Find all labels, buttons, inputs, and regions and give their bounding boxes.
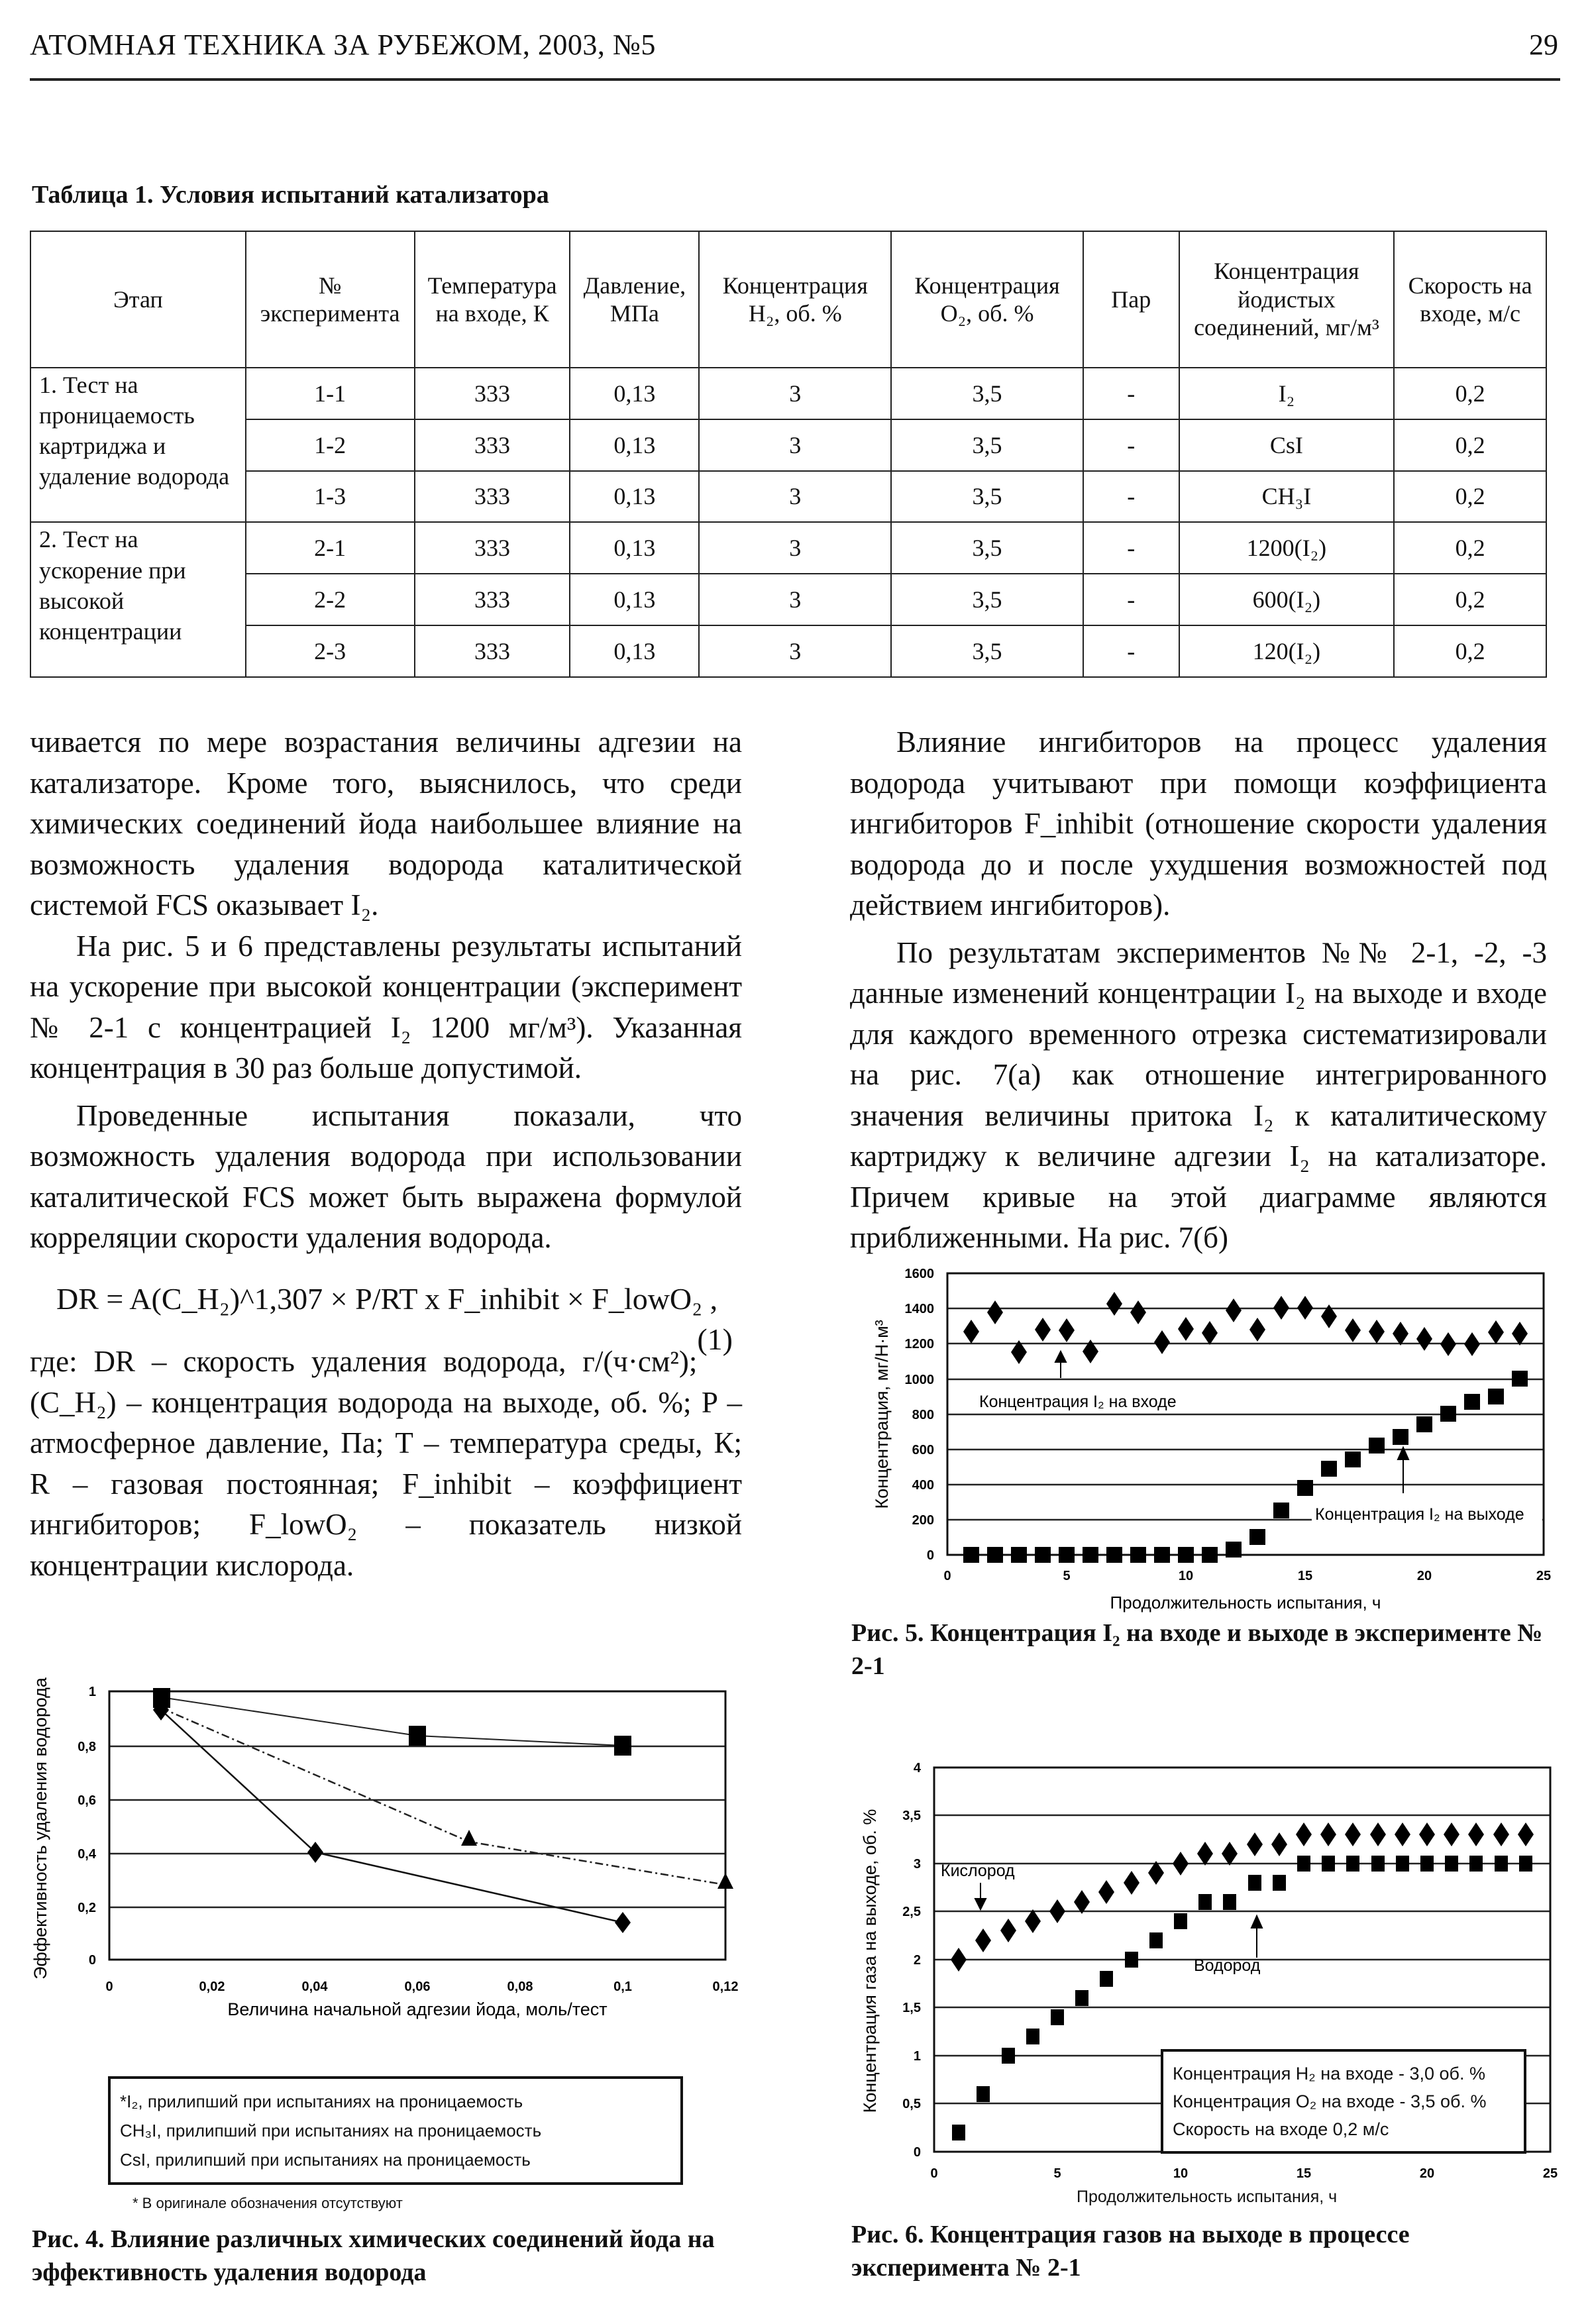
arrow-icon <box>1251 1916 1262 1958</box>
fig5-annotation-outlet: Концентрация I₂ на выходе <box>1315 1505 1524 1524</box>
fig6-annotation-oxygen: Кислород <box>941 1862 1015 1880</box>
cell: 0,13 <box>570 368 699 419</box>
cell: 333 <box>415 625 570 677</box>
cell: - <box>1083 574 1179 625</box>
fig4-series-i2 <box>153 1699 631 1933</box>
cell: 0,2 <box>1394 574 1546 625</box>
paragraph: чивается по мере возрастания величины адгезии на катализаторе. Кроме того, выяснилось, что среди химических соединений йода наибольшее влияние на возможность удаления водорода каталитической системой FCS оказывает I₂. <box>30 725 742 922</box>
svg-text:0,02: 0,02 <box>199 1980 225 1994</box>
cell: 333 <box>415 522 570 574</box>
paragraph: По результатам экспериментов №№ 2-1, -2, -3 данные изменений концентрации I₂ на выходе и входе для каждого временного отрезка систематизировали на рис. 7(а) как отношение интегрированного значения величины притока I₂ к каталитическому картриджу к величине адгезии I₂ на катализаторе. Причем кривые на этой диаграмме являются приближенными. На рис. 7(б) <box>850 935 1547 1254</box>
cell: 0,13 <box>570 419 699 471</box>
svg-text:1400: 1400 <box>904 1302 934 1316</box>
cell: CsI <box>1179 419 1395 471</box>
svg-text:25: 25 <box>1536 1569 1552 1583</box>
cell: 0,13 <box>570 471 699 523</box>
col-header: Этап <box>30 231 246 368</box>
svg-text:0,6: 0,6 <box>78 1793 96 1808</box>
svg-text:3,5: 3,5 <box>902 1809 921 1823</box>
svg-text:1000: 1000 <box>904 1373 934 1387</box>
svg-text:0,08: 0,08 <box>507 1980 533 1994</box>
cell: 3 <box>699 419 891 471</box>
table-row <box>30 368 1546 419</box>
paragraph: Проведенные испытания показали, что возможность удаления водорода при использовании каталитической FCS может быть выражена формулой корреляции скорости удаления водорода. <box>30 1098 742 1254</box>
cell: 120(I₂) <box>1179 625 1395 677</box>
fig5-series-inlet <box>963 1292 1528 1364</box>
svg-text:0,04: 0,04 <box>301 1980 328 1994</box>
svg-text:200: 200 <box>912 1513 934 1528</box>
fig4-caption: Рис. 4. Влияние различных химических соединений йода на эффективность удаления водорода <box>32 2225 715 2286</box>
cell: 0,2 <box>1394 522 1546 574</box>
legend-item: Скорость на входе 0,2 м/с <box>1173 2119 1389 2139</box>
fig6-y-ticks <box>902 1761 922 2160</box>
svg-text:1600: 1600 <box>904 1267 934 1281</box>
svg-text:10: 10 <box>1178 1569 1194 1583</box>
svg-text:0,4: 0,4 <box>78 1847 96 1862</box>
svg-text:0: 0 <box>930 2166 938 2181</box>
legend-item: Концентрация O₂ на входе - 3,5 об. % <box>1173 2091 1487 2111</box>
cell: 2-3 <box>246 625 415 677</box>
fig6-x-axis-label: Продолжительность испытания, ч <box>1077 2188 1338 2206</box>
cell: 0,2 <box>1394 419 1546 471</box>
cell: 1-1 <box>246 368 415 419</box>
svg-text:0,2: 0,2 <box>78 1901 96 1915</box>
fig5-x-axis-label: Продолжительность испытания, ч <box>1110 1593 1381 1612</box>
fig4-x-ticks <box>105 1980 738 1994</box>
fig5-chart <box>848 1245 1564 1616</box>
svg-text:0: 0 <box>926 1548 934 1563</box>
conditions-table <box>30 231 1547 678</box>
legend-item: CH₃I, прилипший при испытаниях на проницаемость <box>120 2121 542 2140</box>
cell: 3,5 <box>891 368 1083 419</box>
col-header: Пар <box>1083 231 1179 368</box>
fig5-x-ticks <box>943 1569 1551 1583</box>
fig6-annotation-hydrogen: Водород <box>1194 1956 1261 1975</box>
cell: 333 <box>415 574 570 625</box>
cell: 0,2 <box>1394 625 1546 677</box>
cell: 0,2 <box>1394 368 1546 419</box>
table-title: Таблица 1. Условия испытаний катализатора <box>32 181 549 209</box>
cell: 0,13 <box>570 625 699 677</box>
fig4-series-ch3i <box>461 1830 733 1889</box>
cell: 1200(I₂) <box>1179 522 1395 574</box>
cell: 3,5 <box>891 625 1083 677</box>
svg-text:5: 5 <box>1053 2166 1061 2181</box>
svg-text:20: 20 <box>1419 2166 1435 2181</box>
cell: - <box>1083 625 1179 677</box>
arrow-icon <box>975 1883 986 1909</box>
legend-item: Концентрация H₂ на входе - 3,0 об. % <box>1173 2064 1485 2084</box>
cell: 333 <box>415 419 570 471</box>
formula-1 <box>30 1279 742 1356</box>
cell: 2-1 <box>246 522 415 574</box>
paragraph: На рис. 5 и 6 представлены результаты испытаний на ускорение при высокой концентрации (эксперимент № 2-1 с концентрацией I₂ 1200 мг/м³). Указанная концентрация в 30 раз больше допустимой. <box>30 929 742 1084</box>
fig4-legend <box>108 2076 683 2185</box>
svg-text:3: 3 <box>913 1857 921 1872</box>
paragraph: Влияние ингибиторов на процесс удаления водорода учитывают при помощи коэффициента ингибиторов F_inhibit (отношение скорости удаления водорода до и после ухудшения возможностей под действием ингибиторов). <box>850 725 1547 922</box>
table-row <box>30 522 1546 574</box>
col-header: Скорость на входе, м/с <box>1394 231 1546 368</box>
svg-text:2,5: 2,5 <box>902 1905 921 1919</box>
fig4-line-csi <box>161 1697 623 1746</box>
svg-text:4: 4 <box>913 1761 921 1775</box>
svg-text:0: 0 <box>913 2145 921 2160</box>
running-title: АТОМНАЯ ТЕХНИКА ЗА РУБЕЖОМ, 2003, №5 <box>30 28 656 61</box>
col-header: Температура на входе, К <box>415 231 570 368</box>
fig4-line-ch3i <box>161 1708 725 1885</box>
svg-text:0: 0 <box>943 1569 951 1583</box>
cell: CH₃I <box>1179 471 1395 523</box>
fig6-caption: Рис. 6. Концентрация газов на выходе в процессе эксперимента № 2-1 <box>851 2221 1410 2282</box>
cell: 1-3 <box>246 471 415 523</box>
formula-number: (1) <box>697 1322 733 1356</box>
svg-text:15: 15 <box>1297 1569 1313 1583</box>
fig5-annotation-inlet: Концентрация I₂ на входе <box>979 1393 1177 1411</box>
svg-text:20: 20 <box>1416 1569 1432 1583</box>
svg-text:0: 0 <box>88 1953 96 1968</box>
cell: 3 <box>699 368 891 419</box>
svg-text:25: 25 <box>1542 2166 1558 2181</box>
cell: 333 <box>415 368 570 419</box>
cell: I₂ <box>1179 368 1395 419</box>
arrow-icon <box>1398 1448 1408 1493</box>
cell: 3,5 <box>891 471 1083 523</box>
stage-cell: 1. Тест на проницаемость картриджа и удаление водорода <box>30 368 246 522</box>
svg-text:1: 1 <box>88 1685 96 1699</box>
fig4-series-csi <box>153 1688 631 1756</box>
page-number: 29 <box>1529 28 1558 61</box>
svg-text:10: 10 <box>1173 2166 1189 2181</box>
fig6-y-axis-label: Концентрация газа на выходе, об. % <box>860 1809 880 2113</box>
cell: 3,5 <box>891 419 1083 471</box>
cell: 3 <box>699 574 891 625</box>
svg-text:600: 600 <box>912 1443 934 1457</box>
table-row <box>30 471 1546 523</box>
table-row <box>30 625 1546 677</box>
right-text-column <box>850 722 1547 1259</box>
fig4-footnote: * В оригинале обозначения отсутствуют <box>132 2195 403 2211</box>
svg-text:0,1: 0,1 <box>613 1980 632 1994</box>
col-header: Концентрация йодистых соединений, мг/м³ <box>1179 231 1395 368</box>
cell: 3 <box>699 471 891 523</box>
svg-text:15: 15 <box>1296 2166 1312 2181</box>
svg-text:400: 400 <box>912 1478 934 1493</box>
col-header: № эксперимента <box>246 231 415 368</box>
fig5-y-axis-label: Концентрация, мг/Н·м³ <box>872 1320 892 1509</box>
cell: - <box>1083 419 1179 471</box>
table-row <box>30 419 1546 471</box>
cell: 0,2 <box>1394 471 1546 523</box>
header-rule <box>30 78 1560 81</box>
cell: - <box>1083 368 1179 419</box>
cell: 0,13 <box>570 522 699 574</box>
paragraph: где: DR – скорость удаления водорода, г/(ч·см²); (C_H₂) – концентрация водорода на выходе, об. %; P – атмосферное давление, Па; T – температура среды, К; R – газовая постоянная; F_inhibit – коэффициент ингибиторов; F_lowO₂ – показатель низкой концентрации кислорода. <box>30 1345 742 1582</box>
svg-text:1,5: 1,5 <box>902 2001 921 2015</box>
svg-text:0,8: 0,8 <box>78 1740 96 1754</box>
arrow-icon <box>1055 1351 1066 1378</box>
cell: - <box>1083 522 1179 574</box>
cell: 3 <box>699 625 891 677</box>
fig4-y-ticks <box>78 1685 97 1968</box>
col-header: Концентрация H₂, об. % <box>699 231 891 368</box>
legend-item: *I₂, прилипший при испытаниях на проницаемость <box>120 2091 523 2111</box>
cell: - <box>1083 471 1179 523</box>
cell: 3,5 <box>891 574 1083 625</box>
formula-expression: DR = A(C_H₂)^1,307 × P/RT x F_inhibit × F_lowO₂ , <box>56 1281 718 1316</box>
fig6-legend <box>1161 2049 1526 2154</box>
fig6-x-ticks <box>930 2166 1558 2181</box>
cell: 1-2 <box>246 419 415 471</box>
col-header: Давление, МПа <box>570 231 699 368</box>
table-row <box>30 574 1546 625</box>
svg-text:0,06: 0,06 <box>404 1980 431 1994</box>
svg-text:1: 1 <box>913 2049 921 2064</box>
cell: 3 <box>699 522 891 574</box>
col-header: Концентрация O₂, об. % <box>891 231 1083 368</box>
cell: 600(I₂) <box>1179 574 1395 625</box>
fig4-chart <box>26 1643 742 2021</box>
left-text-column <box>30 722 742 1586</box>
svg-text:2: 2 <box>913 1953 921 1968</box>
fig4-x-axis-label: Величина начальной адгезии йода, моль/тест <box>227 1999 608 2019</box>
fig6-series-oxygen <box>951 1822 1534 1972</box>
cell: 2-2 <box>246 574 415 625</box>
svg-text:0,12: 0,12 <box>712 1980 739 1994</box>
table-header-row <box>30 231 1546 368</box>
fig5-caption: Рис. 5. Концентрация I₂ на входе и выходе в эксперименте № 2-1 <box>851 1619 1543 1680</box>
fig4-y-axis-label: Эффективность удаления водорода <box>30 1677 50 1980</box>
svg-text:5: 5 <box>1063 1569 1071 1583</box>
svg-text:800: 800 <box>912 1408 934 1422</box>
cell: 333 <box>415 471 570 523</box>
cell: 3,5 <box>891 522 1083 574</box>
stage-cell: 2. Тест на ускорение при высокой концентрации <box>30 522 246 677</box>
svg-text:0,5: 0,5 <box>902 2097 921 2111</box>
svg-text:0: 0 <box>105 1980 113 1994</box>
cell: 0,13 <box>570 574 699 625</box>
svg-text:1200: 1200 <box>904 1337 934 1351</box>
legend-item: CsI, прилипший при испытаниях на проницаемость <box>120 2150 531 2170</box>
fig5-y-ticks <box>905 1267 935 1563</box>
